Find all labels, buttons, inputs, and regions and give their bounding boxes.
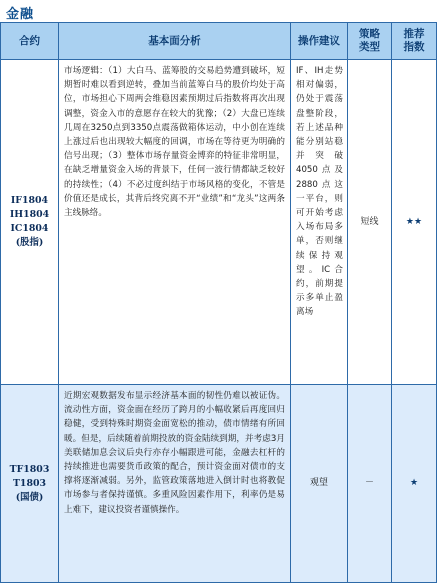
advice-cell: 观望: [291, 385, 348, 583]
table-header-row: [1, 23, 437, 60]
header-strategy: [348, 23, 392, 60]
header-rating-line2: 指数: [403, 41, 425, 53]
strategy-cell: －: [348, 385, 392, 583]
contract-code: IF1804: [10, 195, 49, 206]
rating-stars: ★★: [392, 60, 437, 385]
header-strategy-line2: 类型: [359, 41, 380, 53]
contract-cell: [1, 60, 59, 385]
header-contract: 合约: [1, 23, 59, 60]
table-row: [1, 60, 437, 385]
section-title: 金融: [6, 7, 35, 22]
contract-code: IH1804: [9, 209, 50, 220]
strategy-cell: 短线: [348, 60, 392, 385]
analysis-cell: 近期宏观数据发布显示经济基本面的韧性仍难以被证伪。流动性方面，资金面在经历了跨月的小幅收紧后再度回归稳健，受到特殊时期资金面宽松的推动，债市情绪有所回暖。但是，后续随着前期投放的资金陆续到期，并考虑3月美联储加息会议后央行亦存小幅跟进可能，金融去杠杆的持续推进也需要货币政策的配合，预计资金面对债市的支撑将逐渐减弱。另外，监管政策落地进入倒计时也将教促市场参与者保持谨慎。多重风险因素作用下，利率仍是易上难下，建议投资者谨慎操作。: [59, 385, 291, 583]
contract-category: (国债): [15, 491, 44, 503]
advice-cell: IF、IH走势相对偏弱，仍处于震荡盘整阶段，若上述品种能分别站稳并突破4050点及2880点这一平台，则可开始考虑入场布局多单，否则继续保持观望。IC合约，前期提示多单止盈离场: [291, 60, 348, 385]
analysis-cell: 市场逻辑：（1）大白马、蓝筹股的交易趋势遭到破坏，短期暂时难以看到逆转，叠加当前蓝筹白马的股价均处于高位，市场担心下周两会维稳因素预期过后指数将再次出现调整，资金入市的意愿存在较大的犹豫；（2）大盘已连续几周在3250点到3350点震荡做箱体运动，中小创在连续上涨过后也出现较大幅度的回调，市场在等待更为明确的信号出现；（3）整体市场存量资金博弈的特征非常明显，在缺乏增量资金入场的背景下，任何一波行情都缺乏较好的持续性；（4）不必过度纠结于市场风格的变化，不管是价值还是成长，其背后终究离不开“业绩”和“龙头”这两条主线脉络。: [59, 60, 291, 385]
header-rating-line1: 推荐: [403, 28, 425, 40]
contract-category: (股指): [15, 237, 44, 248]
table-row: [1, 385, 437, 583]
header-strategy-line1: 策略: [359, 28, 380, 40]
futures-table: [0, 22, 437, 583]
contract-code: T1803: [12, 477, 47, 489]
contract-code: TF1803: [9, 463, 50, 475]
header-rating: [392, 23, 437, 60]
contract-code: IC1804: [10, 223, 49, 234]
rating-stars: ★: [392, 385, 437, 583]
header-analysis: 基本面分析: [59, 23, 291, 60]
header-advice: 操作建议: [291, 23, 348, 60]
contract-cell: [1, 385, 59, 583]
